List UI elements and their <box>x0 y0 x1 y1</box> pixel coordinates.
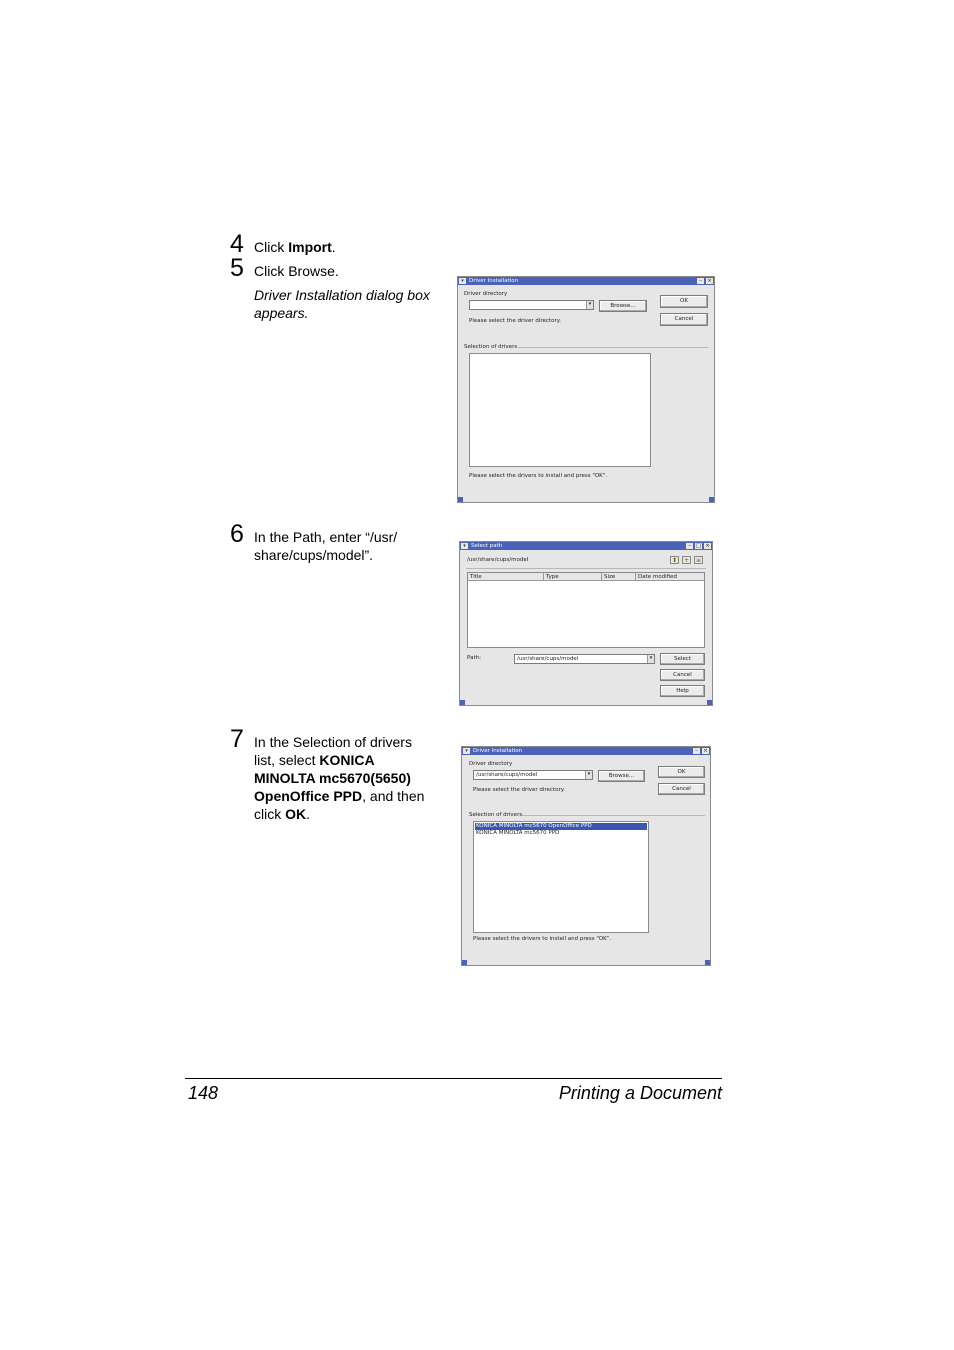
step-text-part: . <box>331 239 336 255</box>
column-header-date-modified[interactable]: Date modified <box>636 573 704 581</box>
selection-of-drivers-label: Selection of drivers <box>464 344 518 350</box>
driver-installation-dialog-filled <box>461 746 711 966</box>
column-header-title[interactable]: Title <box>468 573 544 581</box>
chapter-title: Printing a Document <box>558 1083 722 1103</box>
step-text-part: , and then <box>362 788 425 804</box>
step-text <box>254 528 444 564</box>
step-text-part: Click <box>254 239 289 255</box>
bottom-hint-text: Please select the drivers to install and press "OK". <box>469 473 608 479</box>
maximize-icon[interactable]: □ <box>695 543 702 549</box>
resize-corner <box>462 960 467 965</box>
drivers-list[interactable] <box>473 821 649 933</box>
window-menu-icon[interactable]: ▾ <box>461 543 468 549</box>
minimize-icon[interactable]: – <box>693 748 700 754</box>
hint-text: Please select the driver directory. <box>473 787 565 793</box>
column-header-type[interactable]: Type <box>544 573 602 581</box>
step-text-part: . <box>306 806 311 822</box>
detail-view-icon[interactable]: ≡ <box>695 557 702 564</box>
resize-corner <box>460 700 465 705</box>
cancel-button[interactable]: Cancel <box>658 783 705 795</box>
help-button[interactable]: Help <box>660 685 705 697</box>
step-text-part: list, select <box>254 752 320 768</box>
step-text-bold: MINOLTA mc5670(5650) <box>254 770 411 786</box>
combo-value: /usr/share/cups/model <box>517 656 579 662</box>
step-text-bold: KONICA <box>319 752 375 768</box>
step-text <box>254 733 444 823</box>
bottom-hint-text: Please select the drivers to install and press "OK". <box>473 936 612 942</box>
driver-list-item-selected[interactable]: KONICA MINOLTA mc5670 OpenOffice PPD <box>475 823 647 830</box>
chevron-down-icon[interactable]: ▾ <box>647 655 654 663</box>
ok-button[interactable]: OK <box>658 766 705 778</box>
hint-text: Please select the driver directory. <box>469 318 561 324</box>
driver-list-item[interactable]: KONICA MINOLTA mc5670 PPD <box>476 830 560 836</box>
cancel-button[interactable]: Cancel <box>660 313 708 326</box>
resize-corner[interactable] <box>709 497 714 502</box>
path-combo[interactable] <box>514 654 655 664</box>
dialog-title: Driver Installation <box>473 748 523 754</box>
driver-directory-label: Driver directory <box>469 761 513 767</box>
step-number: 7 <box>230 725 244 753</box>
ok-button[interactable]: OK <box>660 295 708 308</box>
divider <box>466 568 706 569</box>
browse-button[interactable]: Browse... <box>599 300 647 312</box>
browse-button[interactable]: Browse... <box>598 770 645 782</box>
footer-rule <box>185 1078 722 1079</box>
driver-installation-dialog <box>457 276 715 503</box>
chevron-down-icon[interactable]: ▾ <box>585 771 592 779</box>
close-icon[interactable]: × <box>705 543 710 549</box>
step-number: 6 <box>230 520 244 548</box>
step-text <box>254 238 444 256</box>
minimize-icon[interactable]: – <box>697 278 704 284</box>
step-text-bold: OK <box>285 806 307 822</box>
title-bar <box>462 747 710 755</box>
step-text-part: In the Path, enter “/usr/ <box>254 529 398 545</box>
combo-value: /usr/share/cups/model <box>476 772 538 778</box>
drivers-list[interactable] <box>469 353 651 467</box>
step-text-bold: Import <box>288 239 332 255</box>
dialog-title: Select path <box>471 543 503 549</box>
title-bar <box>460 542 712 550</box>
close-icon[interactable]: × <box>703 748 708 754</box>
select-path-dialog <box>459 541 713 706</box>
cancel-button[interactable]: Cancel <box>660 669 705 681</box>
step-number: 4 <box>230 230 244 258</box>
step-text: Click Browse. <box>254 263 339 279</box>
column-header-size[interactable]: Size <box>602 573 636 581</box>
chevron-down-icon[interactable]: ▾ <box>586 301 593 309</box>
selection-of-drivers-label: Selection of drivers <box>469 812 523 818</box>
driver-directory-label: Driver directory <box>464 291 508 297</box>
current-path-text: /usr/share/cups/model <box>467 557 529 563</box>
driver-directory-combo[interactable] <box>469 300 594 310</box>
path-label: Path: <box>467 655 481 661</box>
page-number: 148 <box>188 1083 219 1103</box>
close-icon[interactable]: × <box>707 278 712 284</box>
file-list[interactable] <box>467 572 705 648</box>
title-bar <box>458 277 714 285</box>
step-note: Driver Installation dialog box appears. <box>254 287 430 321</box>
step-text-bold: OpenOffice PPD <box>254 788 363 804</box>
select-button[interactable]: Select <box>660 653 705 665</box>
resize-corner <box>458 497 463 502</box>
window-menu-icon[interactable]: ▾ <box>459 278 466 284</box>
group-divider <box>518 347 708 348</box>
driver-directory-combo[interactable] <box>473 770 593 780</box>
new-folder-icon[interactable]: + <box>683 557 690 564</box>
window-menu-icon[interactable]: ▾ <box>463 748 470 754</box>
step-number: 5 <box>230 254 244 282</box>
step-text-part: click <box>254 806 286 822</box>
step-text-part: share/cups/model”. <box>254 547 374 563</box>
group-divider <box>522 815 705 816</box>
dialog-title: Driver Installation <box>469 278 519 284</box>
folder-up-icon[interactable]: ⬆ <box>671 557 678 564</box>
resize-corner[interactable] <box>707 700 712 705</box>
step-text-part: In the Selection of drivers <box>254 734 412 750</box>
resize-corner[interactable] <box>705 960 710 965</box>
minimize-icon[interactable]: – <box>686 543 693 549</box>
